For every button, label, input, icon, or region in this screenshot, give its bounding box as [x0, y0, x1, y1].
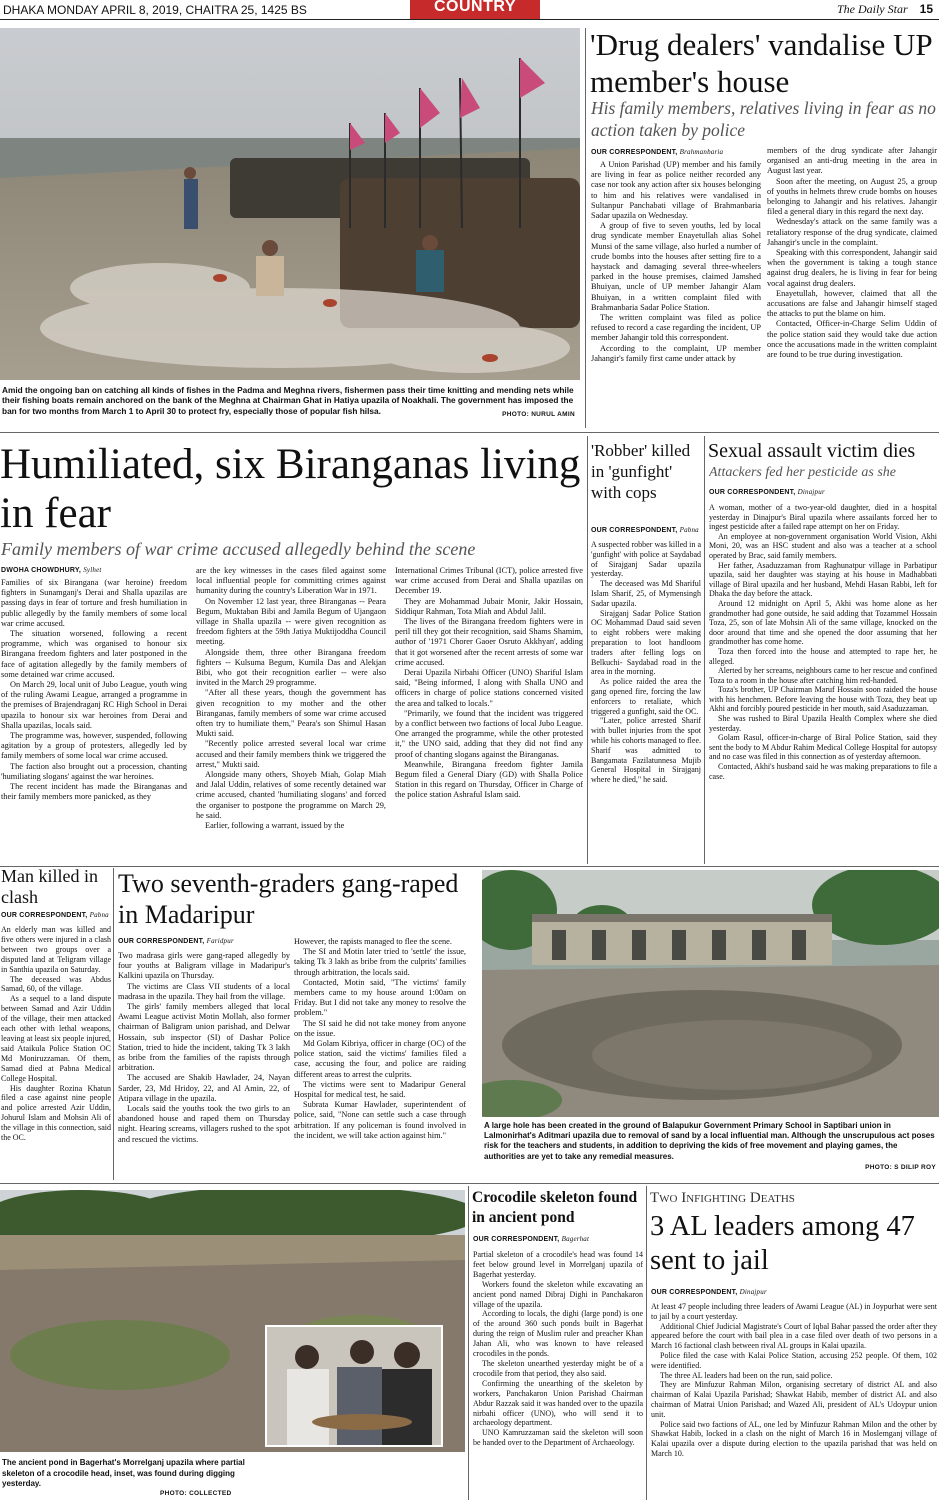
paragraph: His daughter Rozina Khatun filed a case against nine people and police arrested Azir Uddin, Johurul Islam and Mohsin Ali of the village in this connection, said the OC.: [1, 1083, 111, 1143]
paragraph: Earlier, following a warrant, issued by the: [205, 821, 345, 831]
paragraph: Confirming the unearthing of the skeleton by workers, Panchakaron Union Parishad Chairman Abdur Razzak said it was handed over to the upazila nirbahi officer (UNO), who will send it to archaeology department.: [473, 1378, 643, 1428]
paragraph: Md Golam Kibriya, officer in charge (OC) of the police station, said the victims' families filed a case, accusing the four, and police are raiding different areas to arrest the culprits.: [294, 1039, 466, 1079]
page-header: [0, 0, 939, 20]
paragraph: The SI and Motin later tried to 'settle' the issue, taking Tk 3 lakh as bribe from the culprits' families through arbitration, the locals said.: [294, 947, 466, 977]
paragraph: Wednesday's attack on the same family was a retaliatory response of the drug syndicate, claimed Jahangir's uncle in the complaint.: [767, 217, 937, 247]
byline-text: OUR CORRESPONDENT,: [651, 1289, 738, 1296]
column-rule: [704, 436, 705, 864]
masthead-page: [837, 2, 933, 17]
paragraph: As a sequel to a land dispute between Samad and Azir Uddin of the village, their men attacked each other with lethal weapons, leaving at least six people injured, said Ataikula Police Station OC Md Moniruzzaman. Of them, Samad died at Pabna Medical College Hospital.: [1, 994, 111, 1083]
paragraph: An employee at non-government organisation World Vision, Akhi Moni, 20, was an HSC student and also was a teacher at a school operated by Brac, said family members.: [709, 531, 937, 560]
body-robber: [591, 540, 701, 864]
paragraph: A group of five to seven youths, led by local drug syndicate member Enayetullah alias Sohel Munsi of the same village, also hurled a number of crude bombs into the houses after setting fire to a haystack and damaging several three-wheelers parked in the house premises, claimed Jamshed Bhuiyan, uncle of UP member Jahangir Alam Bhuiyan, in a written complaint filed with Brahmanbaria Sadar Police Station.: [591, 221, 761, 312]
paragraph: Speaking with this correspondent, Jahangir said when the government is taking a tough stance against drug dealers, he is living in fear for being vocal against drug dealers.: [767, 248, 937, 288]
byline-text: OUR CORRESPONDENT,: [118, 938, 205, 945]
byline-place: Sylhet: [83, 566, 102, 574]
paragraph: Alongside many others, Shoyeb Miah, Golap Miah and Jalal Uddin, relatives of some recently detained war crime accused, chanted 'humiliating slogans' and forced the organiser to postpone the programme on March 29, he said.: [196, 770, 386, 820]
photo-school-caption: A large hole has been created in the ground of Balapukur Government Primary School in Saptibari union in Lalmonirhat's Aditmari upazila due to removal of sand by a local influential man. Although the unscrupulous act poses risk for the teachers and students, in addition to depriving the kids of free movement and playing games, the authorities are yet to take any remedial measures.: [484, 1121, 935, 1161]
byline-place: Dinajpur: [797, 488, 825, 496]
paragraph: Contacted, Officer-in-Charge Selim Uddin of the police station said they would take due action once the accusations made in the written complaint are found to be true during investigation.: [767, 319, 937, 360]
horizontal-rule: [0, 432, 939, 433]
byline-crocodile: [473, 1235, 645, 1245]
photo-school-hole: [482, 870, 939, 1117]
paragraph: The skeleton unearthed yesterday might be of a crocodile from that period, they also said.: [473, 1358, 643, 1378]
byline-robber: [591, 526, 703, 536]
paragraph: According to the complaint, UP member Jahangir's family first came under attack by: [591, 343, 761, 363]
paragraph: The victims are Class VII students of a local madrasa in the upazila. They hail from the village.: [118, 981, 290, 1001]
paragraph: The deceased was Md Shariful Islam Sharif, 25, of Mymensingh Sadar upazila.: [591, 579, 701, 608]
headline-drug-dealers: 'Drug dealers' vandalise UP member's house: [590, 27, 932, 99]
paragraph: Families of six Birangana (war heroine) freedom fighters in Sunamganj's Derai and Shalla upazilas are passing days in fear of torture and fresh humiliation in public allegedly by the family members of some local war crime accused.: [1, 578, 187, 628]
paragraph: Derai Upazila Nirbahi Officer (UNO) Shariful Islam said, "Being informed, I along with Shalla UNO and officers in charge of police stations concerned visited the area and talked to locals.": [395, 668, 583, 708]
paragraph: The written complaint was filed as police refused to record a case regarding the incident, UP member Jahangir told this correspondent.: [591, 313, 761, 343]
paragraph: The three AL leaders had been on the run, said police.: [660, 1370, 833, 1380]
paragraph: "Later, police arrested Sharif with bullet injuries from the spot while his cohorts managed to flee. Sharif was admitted to Bangamata Fazilatunnesa Mujib General Hospital in Sirajganj where he died," he said.: [591, 716, 701, 785]
headline-sexual-assault: Sexual assault victim dies: [708, 440, 916, 462]
byline-place: Brahmanbaria: [679, 148, 724, 156]
body-drug-dealers-col2: [767, 146, 937, 428]
paragraph: They are Mohammad Jubair Monir, Jakir Hossain, Siddiqur Rahman, Tota Miah and Abdul Jalil.: [395, 596, 583, 616]
byline-text: OUR CORRESPONDENT,: [473, 1236, 560, 1243]
byline-place: Faridpur: [206, 937, 234, 945]
body-al-leaders: [651, 1302, 937, 1500]
paragraph: Police said two factions of AL, one led by Minfuzur Rahman Milon and the other by Shawkat Habib, locked in a clash on the night of March 16 in Moslemganj village of Kalai upazila over a dispute during election to the upazila parishad that was held on March 10.: [651, 1419, 937, 1458]
byline-drug-dealers: [591, 148, 761, 158]
paragraph: An elderly man was killed and five others were injured in a clash between two groups over a disputed land at Teligram village in Santhia upazila on Saturday.: [1, 925, 111, 974]
paragraph: On March 29, local unit of Jubo League, youth wing of the ruling Awami League, arranged a programme in the premises of Brajendraganj RC High School in Derai upazila to honour six war heroines from Derai and Shalla upazilas, locals said.: [1, 680, 187, 730]
kicker-al-leaders: Two Infighting Deaths: [650, 1190, 795, 1206]
paragraph: Toza's brother, UP Chairman Maruf Hossain soon raided the house with his henchmen. Before leaving the house with Toza, they beat up Akhi and forcibly poured pesticide in her mouth, said Asaduzzaman.: [709, 685, 937, 714]
headline-al-leaders: 3 AL leaders among 47 sent to jail: [650, 1211, 915, 1276]
body-madaripur-col2: [294, 937, 466, 1179]
body-biranganas-col1: [1, 578, 187, 864]
headline-man-killed: Man killed in clash: [1, 866, 98, 907]
byline-sexual-assault: [709, 488, 939, 498]
paragraph: The accused are Shakib Hawlader, 24, Nayan Sarder, 23, Md Hridoy, 22, and Al Amin, 22, of Atipara village in the upazila.: [118, 1073, 290, 1103]
paragraph: Additional Chief Judicial Magistrate's Court of Iqbal Bahar passed the order after they appeared before the court with bail plea in a case filed over death of two persons in a March 16 factional clash between rival AL groups in Kalai upazila.: [651, 1321, 937, 1351]
deck-drug-dealers: His family members, relatives living in fear as no action taken by police: [591, 98, 936, 140]
page-number: 15: [919, 2, 933, 16]
horizontal-rule: [0, 866, 939, 867]
body-biranganas-col3: [395, 566, 583, 864]
paragraph: The situation worsened, following a recent programme, which was organised to honour six Birangana freedom fighters and later postponed in the face of agitation allegedly by the family members of some detained war crime accused.: [1, 629, 187, 679]
paragraph: Workers found the skeleton while excavating an ancient pond named Dibraj Dighi in Panchakaron village of the upazila.: [473, 1279, 643, 1309]
paragraph: Partial skeleton of a crocodile's head was found 14 feet below ground level in Morrelganj upazila of Bagerhat yesterday.: [473, 1250, 643, 1279]
photo-pond-caption: The ancient pond in Bagerhat's Morrelganj upazila where partial skeleton of a crocodile head, inset, was found during digging yesterday.: [2, 1458, 245, 1488]
paragraph: "Primarily, we found that the incident was triggered by a conflict between two factions of local Jubo League. One arranged the programme, while the other protested it," the UNO said, adding that they did not find any proof of chanting slogans against the Biranganas.: [395, 708, 583, 759]
section-label: COUNTRY: [410, 0, 540, 19]
paragraph: Golam Rasul, officer-in-charge of Biral Police Station, said they sent the body to M Abdur Rahim Medical College Hospital for autopsy and no case was filed in this connection as of yesterday afternoon.: [709, 733, 937, 762]
paragraph: Subrata Kumar Hawlader, superintendent of police, said, "None can settle such a case through arbitration. If any policeman is found involved in the incident, we will take action against him.": [294, 1100, 466, 1140]
paragraph: The victims were sent to Madaripur General Hospital for medical test, he said.: [294, 1079, 466, 1100]
paragraph: Two madrasa girls were gang-raped allegedly by four youths at Baligram village in Madaripur's Kalkini upazila on Thursday.: [118, 951, 290, 981]
paragraph: The deceased was Abdus Samad, 60, of the village.: [1, 974, 111, 994]
paragraph: Police filed the case with Kalai Police Station, accusing 252 people. Of them, 102 were identified.: [651, 1350, 937, 1370]
paragraph: are the key witnesses in the cases filed against some local influential people for committing crimes against humanity during the country's Liberation War in 1971.: [196, 566, 386, 596]
paragraph: According to locals, the dighi (large pond) is one of the around 360 such ponds built in Bagerhat during the reign of Muslim ruler and preacher Khan Jahan Ali, who was known to have released crocodiles in the ponds.: [473, 1309, 643, 1359]
paragraph: Contacted, Motin said, "The victims' family members came to my house around 1:00am on Friday. But I did not take any money to resolve the problem.": [294, 977, 466, 1018]
paragraph: Her father, Asaduzzaman from Raghunatpur village in Parbatipur upazila, said her daughter was staying at his house in Madhabbati village of Biral upazila and her husband, Mehdi Hasan Rabbi, left for Dhaka the day before the attack.: [709, 560, 937, 599]
paragraph: She was rushed to Biral Upazila Health Complex where she died yesterday.: [709, 714, 937, 733]
photo-pond-credit: PHOTO: COLLECTED: [160, 1490, 232, 1497]
body-drug-dealers-col1: [591, 160, 761, 428]
byline-place: Pabna: [89, 911, 109, 919]
column-rule: [585, 28, 586, 428]
paragraph: The SI said he did not take money from anyone on the issue.: [294, 1018, 466, 1038]
horizontal-rule: [0, 1183, 939, 1184]
byline-place: Pabna: [679, 526, 699, 534]
paragraph: "After all these years, though the government has given recognition to my mother and the other Biranganas, family members of some war crime accused often try to humiliate them," Peara's son Shimul Hasan Mukti said.: [196, 688, 386, 739]
paragraph: The girls' family members alleged that local Awami League activist Motin Mollah, also former chairman of Baligram union parishad, and Delwar Hossain, sub inspector (SI) of Dashar Police Station, tried to hide the incident, taking Tk 3 lakh as bribe from the families of the rapists through arbitration.: [118, 1002, 290, 1073]
byline-biranganas: [1, 566, 186, 576]
deck-sexual-assault: Attackers fed her pesticide as she: [709, 465, 897, 480]
headline-crocodile: Crocodile skeleton found in ancient pond: [472, 1189, 638, 1226]
masthead-logo: The Daily Star: [836, 2, 908, 16]
byline-place: Bagerhat: [561, 1235, 590, 1243]
paragraph: members of the drug syndicate after Jahangir organised an anti-drug meeting in the area in August last year.: [767, 146, 937, 176]
photo-crocodile-inset: [265, 1325, 443, 1447]
headline-robber: 'Robber' killed in 'gunfight' with cops: [591, 441, 691, 502]
paragraph: A woman, mother of a two-year-old daughter, died in a hospital yesterday in Dinajpur's Biral upazila where assailants forced her to ingest pesticide after a failed rape attempt on her on Friday.: [709, 503, 937, 532]
paragraph: International Crimes Tribunal (ICT), police arrested five war crime accused from Derai and Shalla upazilas on December 19.: [395, 566, 583, 596]
column-rule: [468, 1186, 469, 1500]
paragraph: The programme was, however, suspended, following agitation by a group of protesters, allegedly led by family members of some local war crime accused.: [1, 731, 187, 761]
paragraph: However, the rapists managed to flee the scene.: [294, 937, 452, 946]
paragraph: The recent incident has made the Biranganas and their family members more panicked, as they: [1, 782, 187, 802]
paragraph: Alongside them, three other Birangana freedom fighters -- Kulsuma Begum, Kumila Das and Alekjan Bibi, who got their recognition earlier -- were also invited in the March 29 programme.: [196, 647, 386, 688]
byline-al-leaders: [651, 1288, 931, 1298]
paragraph: Contacted, Akhi's husband said he was making preparations to file a case.: [709, 762, 937, 781]
photo-fishermen-caption: Amid the ongoing ban on catching all kinds of fishes in the Padma and Meghna rivers, fishermen pass their time knitting and mending nets while their fishing boats remain anchored on the bank of the Meghna at Chairman Ghat in Hatiya upazila of Noakhali. The government has imposed the ban for two months from March 1 to April 30 to protect fry, especially those of popular fish hilsa.: [2, 385, 574, 416]
photo-school-credit: PHOTO: S DILIP ROY: [865, 1164, 936, 1171]
paragraph: Soon after the meeting, on August 25, a group of youths in helmets threw crude bombs on houses belonging to Jahangir and his relatives. Jahangir filed a general diary in this regard the next day.: [767, 176, 937, 217]
byline-man-killed: [1, 911, 111, 921]
paragraph: The faction also brought out a procession, chanting 'humiliating slogans' against the war heroines.: [1, 761, 187, 781]
photo-fishermen: [0, 28, 580, 380]
deck-biranganas: Family members of war crime accused allegedly behind the scene: [1, 539, 476, 559]
paragraph: At least 47 people including three leaders of Awami League (AL) in Joypurhat were sent to jail by a court yesterday.: [651, 1302, 937, 1321]
paragraph: They are Minfuzur Rahman Milon, organising secretary of district AL and also chairman of Kalai Upazila Parishad; Shawkat Habib, member of district AL and also chairman of Matrai Union Parishad; and Wazed Ali, president of AL's Udoypur union unit.: [651, 1380, 937, 1419]
column-rule: [113, 868, 114, 1180]
issue-date: DHAKA MONDAY APRIL 8, 2019, CHAITRA 25, 1425 BS: [3, 3, 307, 17]
paragraph: "Recently police arrested several local war crime accused and their family members think we triggered the arrest," Mukti said.: [196, 739, 386, 769]
paragraph: Enayetullah, however, claimed that all the accusations are false and Jahangir himself staged the attacks to put the blame on him.: [767, 288, 937, 319]
paragraph: Meanwhile, Birangana freedom fighter Jamila Begum filed a General Diary (GD) with Shalla Police Station in this regard on Thursday, Officer in Charge of the police station Ashraful Islam said.: [395, 759, 583, 800]
paragraph: Alerted by her screams, neighbours came to her rescue and confined Toza to a room in the house after catching him red-handed.: [709, 666, 937, 685]
paragraph: The lives of the Birangana freedom fighters were in peril till they got their recognition, said Shams Shamim, author of '1971 Chorer Gaoer Osruto Akkhyan', adding that it got worsened after the recent arrests of some war crime accused.: [395, 617, 583, 667]
paragraph: A suspected robber was killed in a 'gunfight' with police at Saydabad of Sirajganj Sadar upazila yesterday.: [591, 540, 701, 579]
body-man-killed: [1, 925, 111, 1181]
paragraph: As police raided the area the gang opened fire, forcing the law enforcers to retaliate, which triggered a gunfight, said the OC.: [591, 677, 701, 716]
byline-madaripur: [118, 937, 288, 947]
byline-text: OUR CORRESPONDENT,: [1, 912, 88, 919]
paragraph: On November 12 last year, three Biranganas -- Peara Begum, Muktaban Bibi and Jamila Begum of Ujangaon village in Shalla upazila -- were given recognition as freedom fighters at the 59th Jatiya Muktijoddha Council meeting.: [196, 596, 386, 647]
byline-text: OUR CORRESPONDENT,: [709, 489, 796, 496]
photo-fishermen-credit: PHOTO: NURUL AMIN: [502, 411, 575, 418]
body-crocodile: [473, 1250, 643, 1500]
byline-place: Dinajpur: [739, 1288, 767, 1296]
byline-text: DWOHA CHOWDHURY,: [1, 567, 82, 574]
byline-text: OUR CORRESPONDENT,: [591, 149, 678, 156]
paragraph: A Union Parishad (UP) member and his family are living in fear as police neither recorded any case nor took any action after six houses belonging to him and his relatives were vandalised in Sultanpur Panchabati village of Brahmanbaria Sadar upazila on Wednesday.: [591, 160, 761, 221]
paragraph: Locals said the youths took the two girls to an abandoned house and raped them on Thursday night. Hearing screams, villagers rushed to the spot and rescued the victims.: [118, 1104, 290, 1144]
body-biranganas-col2: [196, 566, 386, 864]
body-madaripur-col1: [118, 951, 290, 1179]
byline-text: OUR CORRESPONDENT,: [591, 527, 678, 534]
headline-biranganas: Humiliated, six Biranganas living in fear: [0, 441, 581, 537]
paragraph: Around 12 midnight on April 5, Akhi was home alone as her grandmother had gone outside, he said adding that Tozammel Hossain Toza, 25, son of late Mohsin Ali of the same village, knocked on the door around that time and she opened the door assuming that her grandmother has come home.: [709, 598, 937, 647]
body-sexual-assault: [709, 503, 937, 864]
paragraph: Sirajganj Sadar Police Station OC Mohammad Daud said seven to eight robbers were making preparation to loot handloom traders after felling logs on Belkuchi- Saydabad road in the area in the morning.: [591, 608, 701, 677]
paragraph: UNO Kamruzzaman said the skeleton will soon be handed over to the Department of Archaeology.: [473, 1428, 643, 1448]
column-rule: [587, 436, 588, 864]
paragraph: Toza then forced into the house and attempted to rape her, he alleged.: [709, 646, 937, 666]
column-rule: [646, 1186, 647, 1500]
headline-madaripur: Two seventh-graders gang-raped in Madaripur: [118, 869, 459, 929]
